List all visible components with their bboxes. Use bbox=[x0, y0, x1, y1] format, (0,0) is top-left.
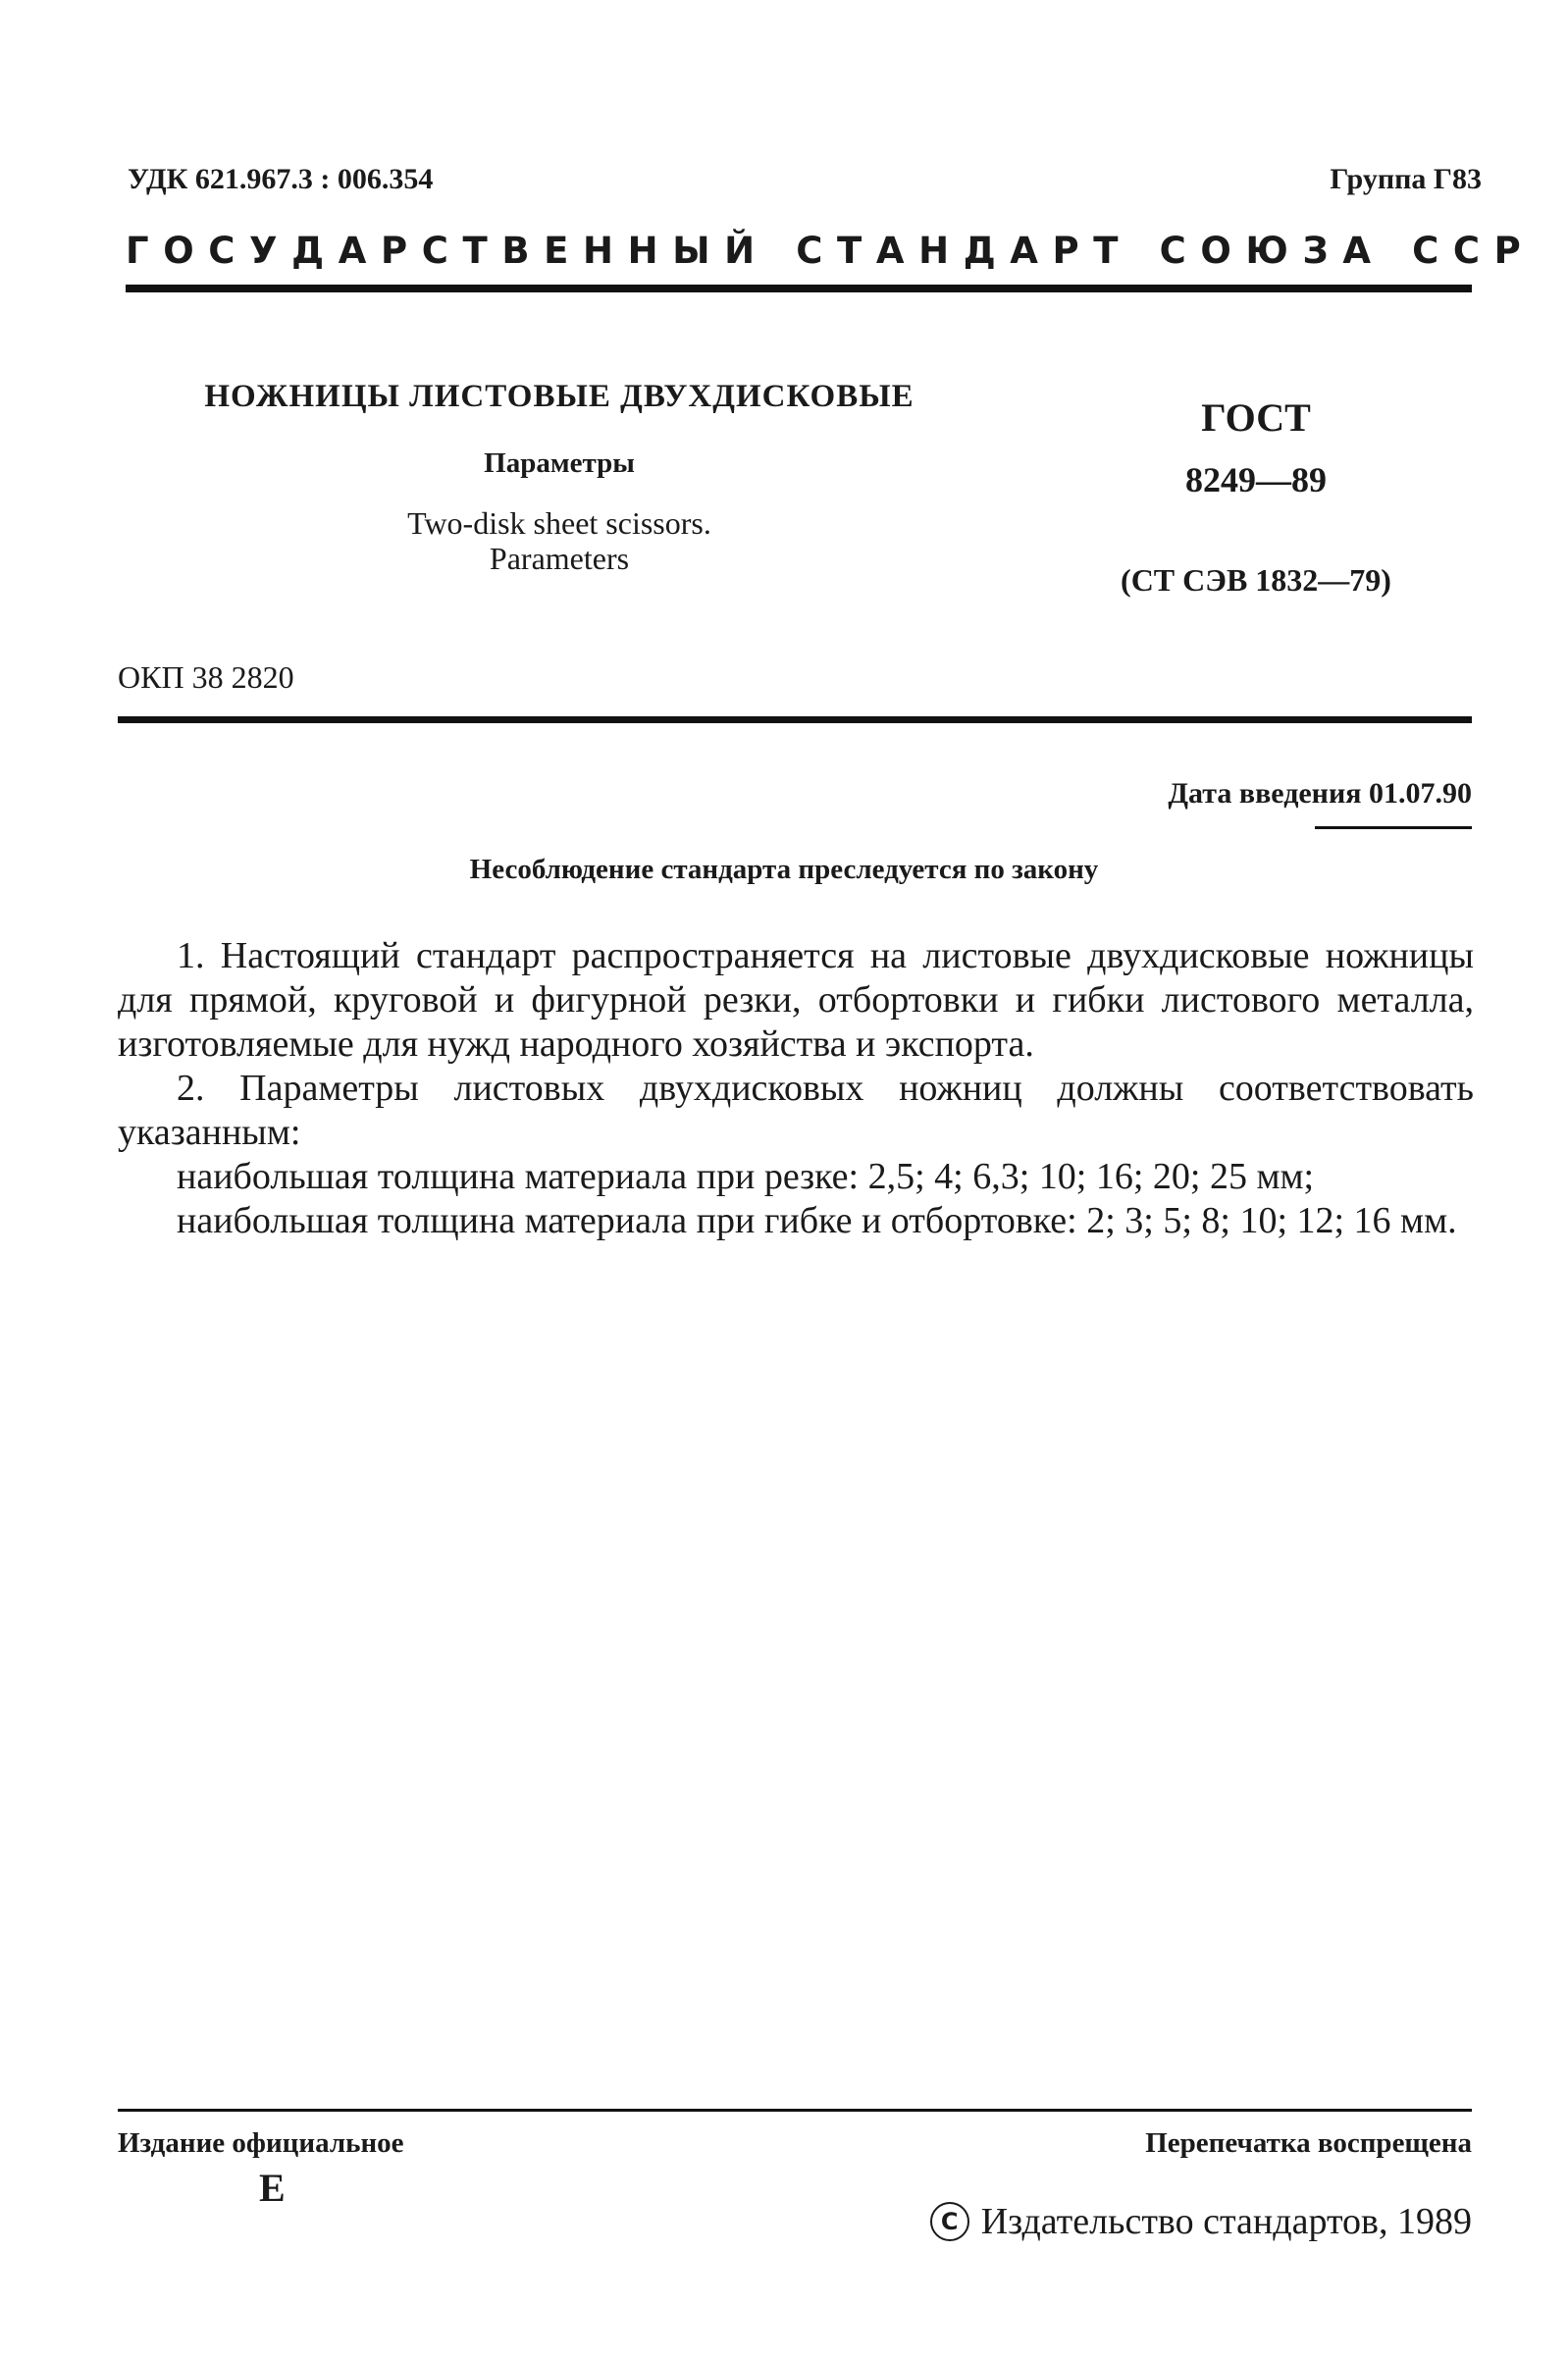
group-code: Группа Г83 bbox=[1330, 163, 1482, 195]
sev-reference: (СТ СЭВ 1832—79) bbox=[1121, 562, 1391, 598]
state-standard-heading: ГОСУДАРСТВЕННЫЙ СТАНДАРТ СОЮЗА ССР bbox=[126, 230, 1536, 272]
english-title bbox=[147, 505, 971, 576]
paragraph-bending-thickness: наибольшая толщина материала при гибке и отбортовке: 2; 3; 5; 8; 10; 12; 16 мм. bbox=[177, 1200, 1457, 1241]
english-title-line-2: Parameters bbox=[489, 541, 630, 576]
publisher-copyright bbox=[930, 2200, 1472, 2243]
middle-rule-divider bbox=[118, 716, 1472, 723]
gost-number: 8249—89 bbox=[1185, 460, 1327, 499]
law-notice: Несоблюдение стандарта преследуется по закону bbox=[469, 854, 1099, 885]
document-title: НОЖНИЦЫ ЛИСТОВЫЕ ДВУХДИСКОВЫЕ bbox=[204, 379, 915, 414]
gost-label: ГОСТ bbox=[1201, 395, 1311, 440]
publisher-name: Издательство стандартов, 1989 bbox=[980, 2201, 1472, 2242]
udk-code: УДК 621.967.3 : 006.354 bbox=[128, 163, 434, 195]
date-underline bbox=[1315, 826, 1472, 829]
document-subtitle: Параметры bbox=[484, 447, 635, 479]
top-rule-divider bbox=[126, 285, 1472, 292]
introduction-date: Дата введения 01.07.90 bbox=[1168, 777, 1472, 810]
okp-code: ОКП 38 2820 bbox=[118, 659, 294, 695]
document-body bbox=[118, 934, 1474, 1243]
official-edition-label: Издание официальное bbox=[118, 2127, 404, 2159]
copyright-icon: C bbox=[930, 2202, 969, 2241]
reprint-prohibited-label: Перепечатка воспрещена bbox=[1145, 2127, 1472, 2159]
paragraph-cutting-thickness: наибольшая толщина материала при резке: 2,5; 4; 6,3; 10; 16; 20; 25 мм; bbox=[177, 1156, 1315, 1197]
bottom-rule-divider bbox=[118, 2109, 1472, 2112]
paragraph-2: 2. Параметры листовых двухдисковых ножниц должны соответствовать указанным: bbox=[118, 1068, 1474, 1153]
edition-letter: Е bbox=[259, 2166, 286, 2210]
paragraph-1: 1. Настоящий стандарт распространяется на листовые двухдисковые ножницы для прямой, круговой и фигурной резки, отбортовки и гибки листового металла, изготовляемые для нужд народного хозяйства и экспорта. bbox=[118, 935, 1474, 1065]
english-title-line-1: Two-disk sheet scissors. bbox=[407, 505, 711, 541]
